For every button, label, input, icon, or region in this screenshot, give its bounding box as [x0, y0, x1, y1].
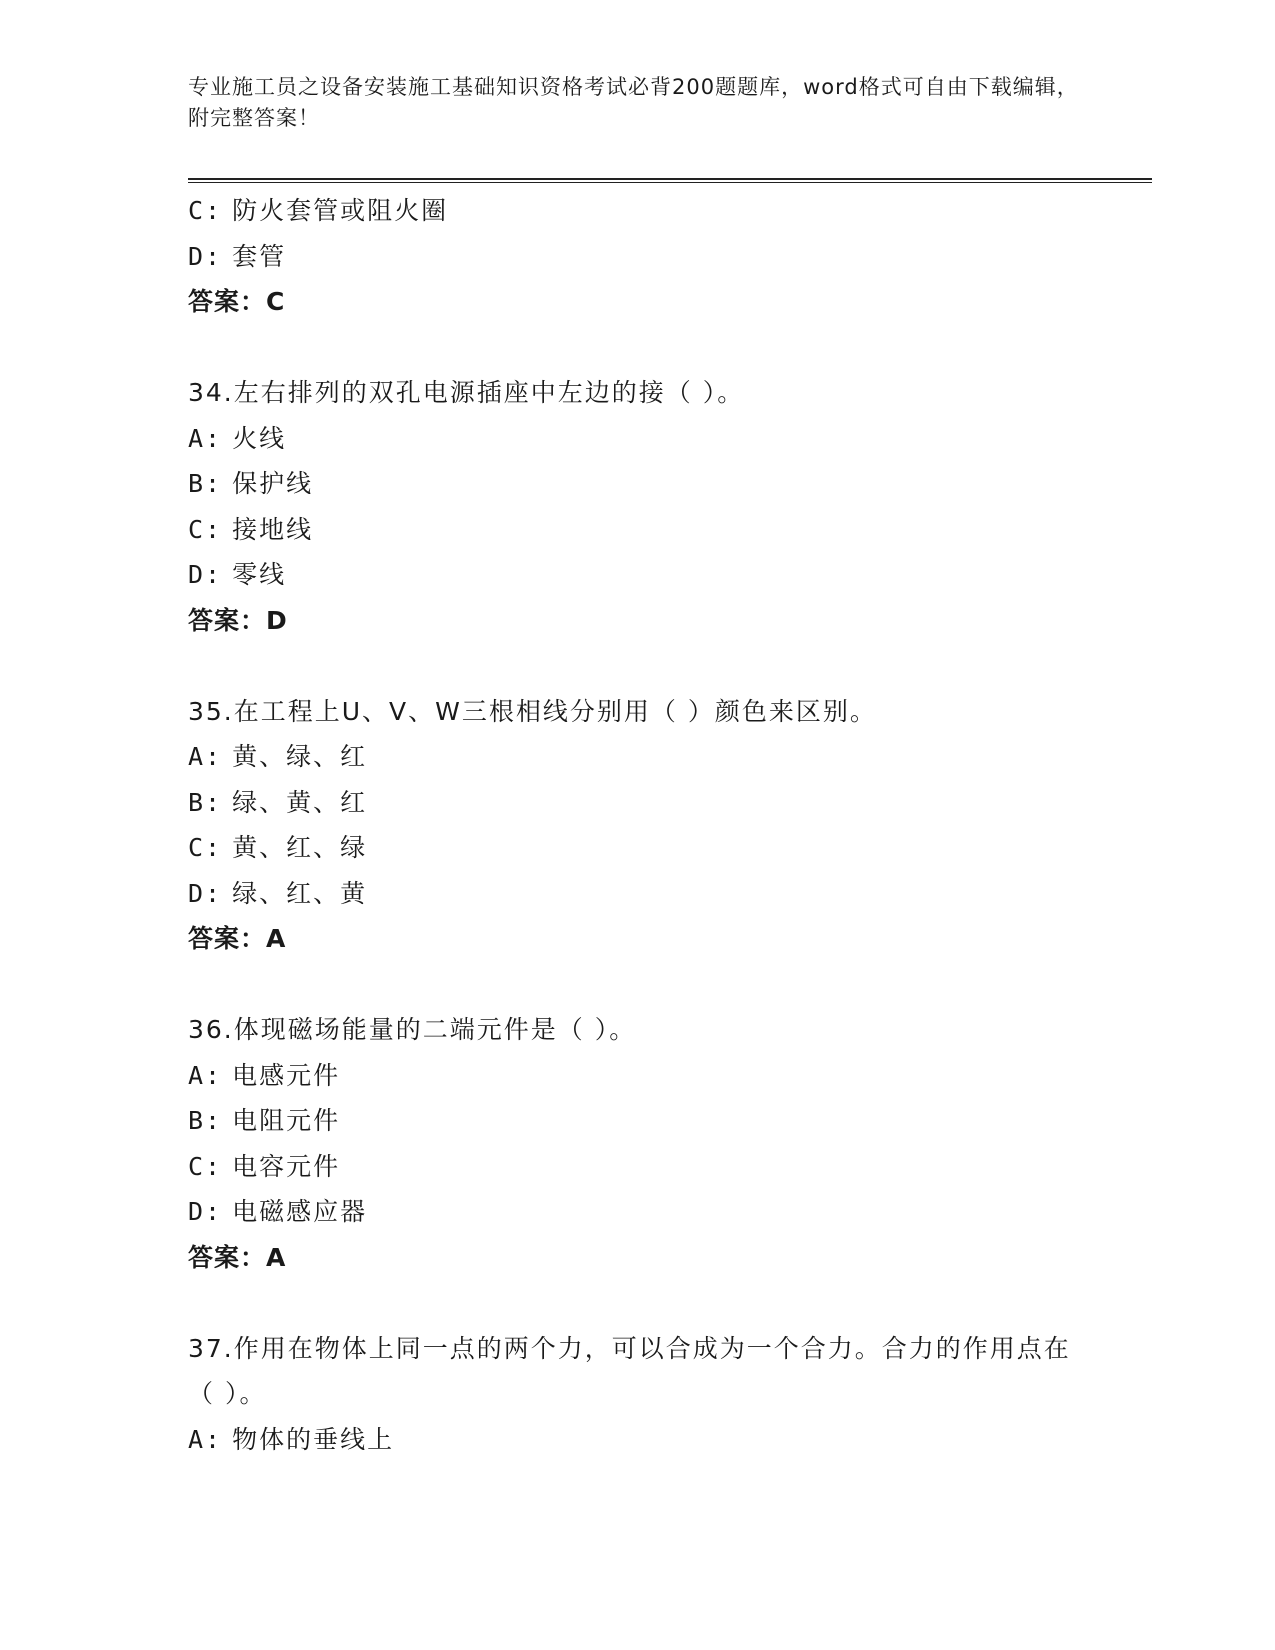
answer-line: 答案：D	[188, 605, 288, 635]
option-d	[188, 871, 1088, 917]
option-label: B:	[188, 787, 223, 817]
option-label: A:	[188, 1424, 223, 1454]
spacer	[188, 325, 1088, 371]
option-label: A:	[188, 742, 223, 771]
option-text: 绿、红、黄	[232, 878, 368, 908]
spacer	[188, 962, 1088, 1008]
option-d	[188, 1189, 1088, 1235]
option-text: 套管	[232, 241, 287, 271]
document-header-title: 专业施工员之设备安装施工基础知识资格考试必背200题题库，word格式可自由下载编辑，附完整答案！	[188, 75, 1079, 130]
option-label: B:	[188, 1106, 223, 1135]
option-label: A:	[188, 423, 223, 453]
option-label: A:	[188, 1060, 223, 1090]
option-b	[188, 780, 1088, 826]
option-text: 电容元件	[232, 1151, 341, 1181]
option-text: 电磁感应器	[232, 1197, 368, 1226]
option-label: C:	[188, 196, 223, 225]
option-c	[188, 188, 1088, 234]
option-d	[188, 552, 1088, 598]
option-text: 绿、黄、红	[232, 787, 368, 817]
option-a	[188, 1417, 1088, 1463]
option-label: C:	[188, 514, 223, 544]
option-text: 电阻元件	[232, 1106, 341, 1135]
question-block	[188, 1326, 1088, 1463]
option-b	[188, 1098, 1088, 1144]
option-text: 保护线	[232, 469, 314, 498]
spacer	[188, 643, 1088, 689]
option-label: D:	[188, 241, 223, 271]
option-label: D:	[188, 1197, 223, 1226]
answer-line: 答案：A	[188, 924, 287, 953]
answer-line: 答案：A	[188, 1242, 287, 1272]
option-text: 零线	[232, 560, 287, 589]
option-label: D:	[188, 560, 223, 589]
option-c	[188, 1144, 1088, 1190]
question-stem: 34.左右排列的双孔电源插座中左边的接（ ）。	[188, 378, 745, 407]
option-text: 防火套管或阻火圈	[232, 196, 449, 225]
option-text: 电感元件	[232, 1060, 341, 1090]
header-divider	[188, 178, 1152, 183]
option-c	[188, 825, 1088, 871]
option-text: 物体的垂线上	[232, 1424, 395, 1454]
option-c	[188, 507, 1088, 553]
option-text: 黄、绿、红	[232, 742, 368, 771]
option-label: B:	[188, 469, 223, 498]
question-stem: 37.作用在物体上同一点的两个力，可以合成为一个合力。合力的作用点在（ ）。	[188, 1333, 1071, 1408]
option-label: C:	[188, 833, 223, 862]
option-text: 火线	[232, 423, 287, 453]
partial-question	[188, 188, 1088, 325]
option-label: C:	[188, 1151, 223, 1181]
option-a	[188, 1053, 1088, 1099]
option-label: D:	[188, 878, 223, 908]
question-block	[188, 370, 1088, 643]
question-block	[188, 689, 1088, 962]
option-b	[188, 461, 1088, 507]
option-a	[188, 734, 1088, 780]
question-stem: 35.在工程上U、V、W三根相线分别用（ ）颜色来区别。	[188, 696, 877, 726]
question-block	[188, 1007, 1088, 1280]
option-d	[188, 234, 1088, 280]
question-list	[188, 188, 1088, 1462]
option-text: 黄、红、绿	[232, 833, 368, 862]
spacer	[188, 1280, 1088, 1326]
option-text: 接地线	[232, 514, 314, 544]
answer-line: 答案：C	[188, 287, 286, 316]
question-stem: 36.体现磁场能量的二端元件是（ ）。	[188, 1015, 637, 1044]
option-a	[188, 416, 1088, 462]
